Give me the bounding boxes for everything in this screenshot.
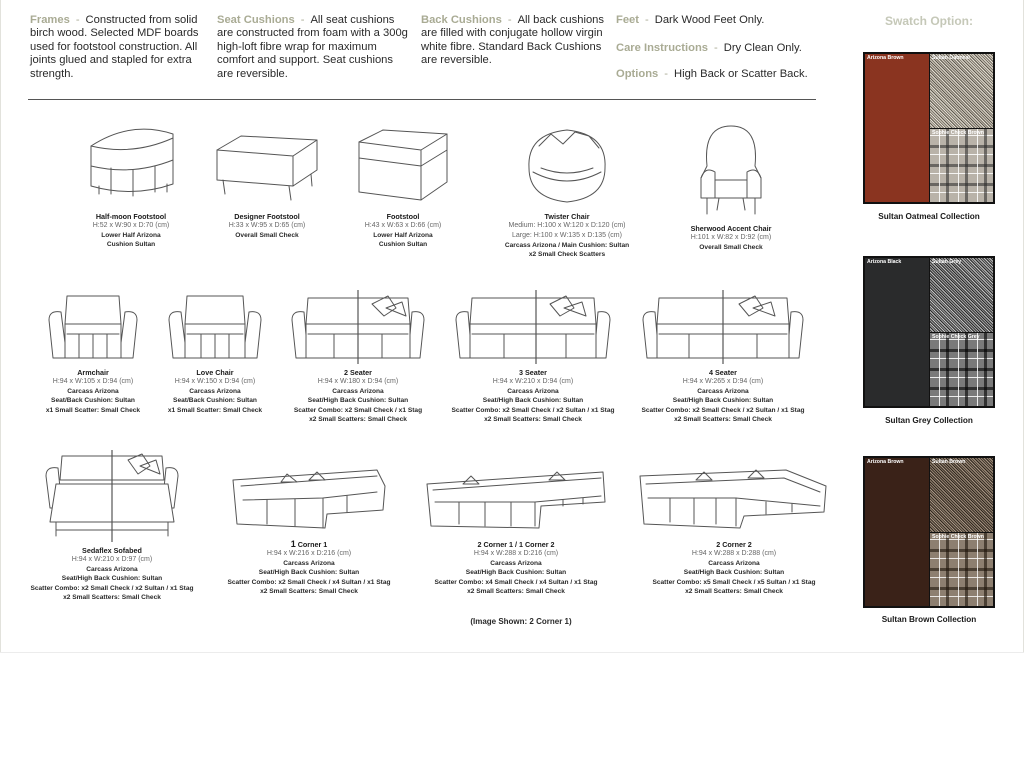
product-designer-footstool: [205, 124, 329, 240]
product-desc: x2 Small Check Scatters: [528, 251, 606, 259]
product-desc: Carcass Arizona / Main Cushion: Sultan: [504, 242, 630, 249]
swatch-collection-name: Sultan Oatmeal Collection: [878, 212, 980, 221]
spec-care-text: Dry Clean Only.: [723, 42, 802, 54]
product-desc: Carcass Arizona: [708, 560, 760, 567]
spec-seat-key: Seat Cushions: [217, 14, 295, 26]
product-dimensions: H:94 x W:288 x D:288 (cm): [691, 550, 777, 557]
product-desc: Seat/Back Cushion: Sultan: [51, 397, 135, 405]
swatch-label: Sophie Check Brown: [932, 130, 984, 136]
sherwood-chair-drawing: [691, 122, 771, 220]
spec-options-text: High Back or Scatter Back.: [674, 68, 808, 80]
product-desc: Carcass Arizona: [189, 388, 241, 395]
product-desc: Carcass Arizona: [697, 388, 749, 395]
corner-number: 1: [290, 539, 296, 549]
swatch-label: Sophie Check Brown: [932, 534, 984, 540]
swatch-option-title: Swatch Option:: [885, 14, 973, 28]
spec-feet-text: Dark Wood Feet Only.: [654, 14, 765, 26]
swatch-tweed-fabric: [930, 258, 993, 332]
product-desc: Seat/Back Cushion: Sultan: [173, 397, 257, 405]
product-desc: Scatter Combo: x2 Small Check / x4 Sultan / x1 Stag: [227, 578, 391, 586]
product-desc: Carcass Arizona: [490, 560, 542, 567]
product-name: Armchair: [77, 368, 109, 377]
product-dimensions: H:94 x W:288 x D:216 (cm): [473, 550, 559, 557]
product-desc: x2 Small Scatters: Small Check: [260, 588, 358, 596]
designer-footstool-drawing: [211, 124, 323, 208]
product-desc: Seat/High Back Cushion: Sultan: [482, 397, 584, 405]
swatch-collection-name: Sultan Grey Collection: [885, 416, 973, 425]
sofabed-drawing: [42, 450, 182, 542]
product-desc: Lower Half Arizona: [101, 232, 161, 239]
product-dimensions: H:52 x W:90 x D:70 (cm): [92, 222, 170, 229]
product-dimensions: H:94 x W:210 x D:97 (cm): [71, 556, 153, 563]
product-name: Sedaflex Sofabed: [82, 546, 142, 555]
product-dimensions: H:101 x W:82 x D:92 (cm): [690, 234, 772, 241]
product-desc: Seat/High Back Cushion: Sultan: [258, 569, 360, 577]
swatch-check-fabric: [930, 533, 993, 606]
spec-seat-text: All seat cushions are constructed from foam with a 300g high-loft fibre wrap for maximum comfort and support. Seat cushions are reversible.: [217, 14, 408, 80]
spec-back-cushions: Back Cushions - All back cushions are filled with conjugate hollow virgin white fibre. Standard Back Cushions are reversible.: [421, 14, 604, 67]
product-desc: Carcass Arizona: [332, 388, 384, 395]
product-name: 2 Corner 1 / 1 Corner 2: [477, 540, 555, 549]
product-desc: Scatter Combo: x2 Small Check / x2 Sultan / x1 Stag: [641, 406, 805, 414]
product-dimensions: H:33 x W:95 x D:65 (cm): [228, 222, 306, 229]
product-twister-chair: [495, 124, 639, 260]
product-desc: Seat/High Back Cushion: Sultan: [465, 569, 567, 577]
product-name: Sherwood Accent Chair: [690, 224, 772, 233]
product-desc: Lower Half Arizona: [373, 232, 433, 239]
product-desc: x2 Small Scatters: Small Check: [685, 588, 783, 596]
product-love-chair: [153, 290, 277, 415]
product-2-corner-1: [421, 466, 611, 597]
product-2-seater: [285, 290, 431, 425]
product-dimensions: H:94 x W:180 x D:94 (cm): [317, 378, 399, 385]
product-halfmoon-footstool: [69, 124, 193, 250]
product-name: Love Chair: [196, 368, 234, 377]
product-desc: Seat/High Back Cushion: Sultan: [61, 575, 163, 583]
product-desc: Carcass Arizona: [86, 566, 138, 573]
product-dimensions: H:94 x W:150 x D:94 (cm): [174, 378, 256, 385]
spec-frames-text: Constructed from solid birch wood. Selected MDF boards used for footstool construction. All joints glued and stapled for extra strength.: [30, 14, 199, 80]
product-armchair: [31, 290, 155, 415]
swatch-label: Sophie Check Grey: [932, 334, 980, 340]
product-desc: Scatter Combo: x2 Small Check / x1 Stag: [293, 406, 423, 414]
product-name: [223, 540, 395, 549]
spec-care-key: Care Instructions: [616, 42, 709, 54]
product-name: 2 Corner 2: [716, 540, 752, 549]
product-dimensions: H:43 x W:63 x D:66 (cm): [364, 222, 442, 229]
product-desc: Scatter Combo: x5 Small Check / x5 Sultan / x1 Stag: [652, 578, 816, 586]
twister-chair-drawing: [517, 124, 617, 208]
product-name: 2 Seater: [344, 368, 372, 377]
swatch-tweed-fabric: [930, 54, 993, 128]
swatch-brown: [863, 456, 995, 608]
spec-feet-key: Feet: [616, 14, 640, 26]
swatch-check-fabric: [930, 333, 993, 406]
product-desc: Overall Small Check: [235, 232, 299, 239]
swatch-tweed-fabric: [930, 458, 993, 532]
2-corner-2-drawing: [636, 466, 832, 536]
swatch-grey: [863, 256, 995, 408]
swatch-plain-fabric: [865, 54, 929, 202]
halfmoon-footstool-drawing: [81, 124, 181, 208]
swatch-collection-name: Sultan Brown Collection: [881, 615, 977, 624]
footstool-drawing: [353, 124, 453, 208]
2-corner-1-drawing: [423, 466, 609, 536]
2-seater-drawing: [288, 290, 428, 364]
product-desc: Carcass Arizona: [507, 388, 559, 395]
product-footstool: [341, 124, 465, 250]
spec-seat-cushions: Seat Cushions - All seat cushions are constructed from foam with a 300g high-loft fibre wrap for maximum comfort and support. Seat cushions are reversible.: [217, 14, 408, 80]
product-desc: Carcass Arizona: [67, 388, 119, 395]
spec-feet: Feet - Dark Wood Feet Only.: [616, 14, 765, 26]
product-desc: x2 Small Scatters: Small Check: [467, 588, 565, 596]
product-dimensions: H:94 x W:216 x D:216 (cm): [266, 550, 352, 557]
product-sofabed: [29, 450, 195, 603]
product-name: Designer Footstool: [234, 212, 300, 221]
product-4-seater: [633, 290, 813, 425]
product-dimensions: H:94 x W:210 x D:94 (cm): [492, 378, 574, 385]
product-name: Twister Chair: [544, 212, 590, 221]
corner-1-drawing: [227, 466, 391, 536]
product-dimensions-large: Large: H:100 x W:135 x D:135 (cm): [512, 232, 622, 239]
product-dimensions: Medium: H:100 x W:120 x D:120 (cm): [508, 222, 626, 229]
swatch-plain-fabric: [865, 458, 929, 606]
swatch-oatmeal: [863, 52, 995, 204]
product-desc: Scatter Combo: x4 Small Check / x4 Sultan / x1 Stag: [434, 578, 598, 586]
product-desc: x2 Small Scatters: Small Check: [309, 416, 407, 424]
spec-frames-key: Frames: [30, 14, 70, 26]
spec-options: Options - High Back or Scatter Back.: [616, 68, 808, 80]
product-desc: Carcass Arizona: [283, 560, 335, 567]
swatch-label: Sultan Grey: [932, 259, 962, 265]
product-name: Half-moon Footstool: [95, 212, 167, 221]
product-desc: Seat/High Back Cushion: Sultan: [672, 397, 774, 405]
product-desc: Cushion Sultan: [106, 241, 156, 249]
corner-name: Corner 1: [297, 540, 328, 549]
product-desc: x1 Small Scatter: Small Check: [167, 406, 263, 414]
product-desc: x1 Small Scatter: Small Check: [45, 406, 141, 414]
product-desc: x2 Small Scatters: Small Check: [63, 594, 161, 602]
product-desc: Scatter Combo: x2 Small Check / x2 Sultan / x1 Stag: [30, 584, 194, 592]
product-corner-1: [223, 466, 395, 597]
spec-back-key: Back Cushions: [421, 14, 502, 26]
product-desc: Cushion Sultan: [378, 241, 428, 249]
spec-options-key: Options: [616, 68, 659, 80]
product-2-corner-2: [635, 466, 833, 597]
blank-area: [0, 652, 1024, 768]
swatch-label: Arizona Brown: [867, 55, 904, 61]
love-chair-drawing: [165, 290, 265, 364]
swatch-label: Arizona Brown: [867, 459, 904, 465]
product-sherwood-chair: [669, 122, 793, 252]
spec-frames: Frames - Constructed from solid birch wood. Selected MDF boards used for footstool construction. All joints glued and stapled for extra strength.: [30, 14, 199, 80]
product-dimensions: H:94 x W:265 x D:94 (cm): [682, 378, 764, 385]
spec-back-text: All back cushions are filled with conjugate hollow virgin white fibre. Standard Back Cushions are reversible.: [421, 14, 604, 67]
swatch-label: Sultan Brown: [932, 459, 966, 465]
product-desc: x2 Small Scatters: Small Check: [674, 416, 772, 424]
swatch-plain-fabric: [865, 258, 929, 406]
product-desc: Overall Small Check: [699, 244, 763, 251]
armchair-drawing: [45, 290, 141, 364]
product-name: Footstool: [386, 212, 420, 221]
product-desc: x2 Small Scatters: Small Check: [484, 416, 582, 424]
product-desc: Seat/High Back Cushion: Sultan: [683, 569, 785, 577]
product-name: 3 Seater: [519, 368, 547, 377]
product-3-seater: [445, 290, 621, 425]
header-divider: [28, 99, 816, 100]
product-desc: Seat/High Back Cushion: Sultan: [307, 397, 409, 405]
product-name: 4 Seater: [709, 368, 737, 377]
swatch-label: Sultan Oatmeal: [932, 55, 970, 61]
4-seater-drawing: [639, 290, 807, 364]
product-desc: Scatter Combo: x2 Small Check / x2 Sultan / x1 Stag: [451, 406, 615, 414]
product-dimensions: H:94 x W:105 x D:94 (cm): [52, 378, 134, 385]
image-shown-note: (Image Shown: 2 Corner 1): [470, 617, 572, 626]
swatch-check-fabric: [930, 129, 993, 202]
swatch-label: Arizona Black: [867, 259, 902, 265]
spec-care: Care Instructions - Dry Clean Only.: [616, 42, 802, 54]
3-seater-drawing: [452, 290, 614, 364]
